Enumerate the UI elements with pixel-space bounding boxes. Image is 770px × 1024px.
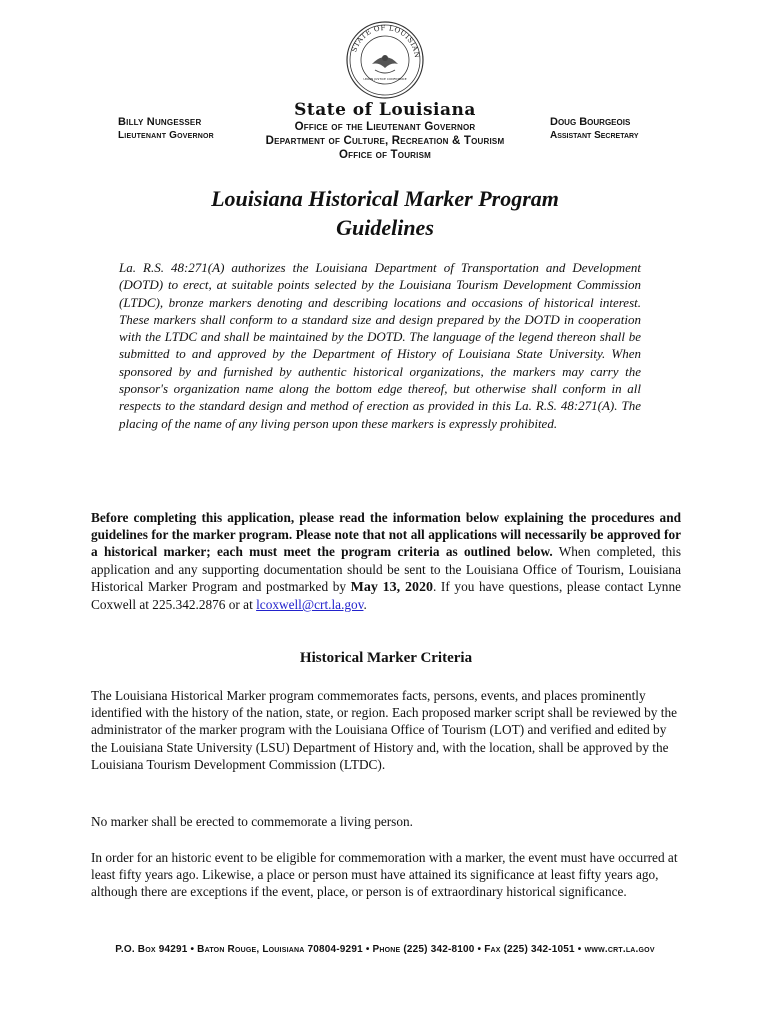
intro-paragraph: La. R.S. 48:271(A) authorizes the Louisiana Department of Transportation and Development (DOTD) to erect, at suitable points selected by the Louisiana Tourism Development Commission (LTDC), bronze markers denoting and describing locations and occasions of historical interest. These markers shall conform to a standard size and design prepared by the DOTD in cooperation with the LTDC and shall be maintained by the DOTD. The language of the legend thereon shall be submitted to and approved by the Department of History of Louisiana State University. When sponsored by and furnished by authentic historical organizations, the markers may carry the sponsor's organization name along the bottom edge thereof, but otherwise shall conform in all respects to the standard design and method of erection as provided in this La. R.S. 48:271(A). The placing of the name of any living person upon these markers is expressly prohibited. (119, 260, 641, 431)
svg-text:STATE OF LOUISIANA (345, 20, 421, 59)
left-title: Lieutenant Governor (118, 130, 214, 141)
seal-ring-text: STATE OF LOUISIAN (350, 23, 422, 59)
left-name: Billy Nungesser (118, 116, 202, 128)
criteria-paragraph-3: In order for an historic event to be eligible for commemoration with a marker, the event must have occurred at least fifty years ago. Likewise, a place or person must have attained its significance at least fifty years ago, although there are exceptions if the event, place, or person is of extraordinary historical significance. (91, 850, 678, 900)
criteria-heading: Historical Marker Criteria (299, 650, 473, 666)
email-link[interactable]: lcoxwell@crt.la.gov (256, 597, 364, 613)
right-name: Doug Bourgeois (550, 116, 631, 128)
deadline-date: May 13, 2020 (350, 579, 433, 595)
criteria-paragraph-2: No marker shall be erected to commemorate a living person. (91, 814, 413, 829)
criteria-paragraph-1: The Louisiana Historical Marker program commemorates facts, persons, events, and places prominently identified with the history of the nation, state, or region. Each proposed marker script shall be reviewed by the administrator of the marker program with the Louisiana Office of Tourism (LOT) and verified and edited by the Louisiana State University (LSU) Department of History and, with the location, shall be approved by the Louisiana Tourism Development Commission (LTDC). (91, 688, 677, 772)
letterhead-center (225, 100, 545, 162)
office-line-2: Department of Culture, Recreation & Tourism (265, 135, 505, 147)
state-seal (345, 20, 425, 100)
state-name: State of Louisiana (294, 100, 476, 120)
instructions-text: When completed, this application and any supporting documentation should be sent to the Louisiana Office of Tourism, Louisiana Historical Marker Program and postmarked by (91, 544, 681, 594)
title-line-2: Guidelines (336, 215, 434, 240)
instructions-text-2: . If you have questions, please contact Lynne Coxwell at 225.342.2876 or at (91, 578, 682, 613)
document-title (100, 184, 670, 242)
office-line-3: Office of Tourism (339, 149, 431, 161)
seal-motto: UNION JUSTICE CONFIDENCE (363, 77, 407, 81)
instructions-bold: Before completing this application, please read the information below explaining the procedures and guidelines for the marker program. Please note that not all applications will necessarily be approved for a historical marker; each must meet the program criteria as outlined below. (91, 510, 681, 560)
title-line-1: Louisiana Historical Marker Program (211, 186, 559, 211)
footer-address: P.O. Box 94291 • Baton Rouge, Louisiana 70804-9291 • Phone (225) 342-8100 • Fax (225) 342-1051 • www.crt.la.gov (115, 944, 655, 955)
office-line-1: Office of the Lieutenant Governor (294, 121, 476, 133)
instructions-paragraph (91, 509, 681, 613)
instructions-end: . (363, 597, 367, 613)
right-title: Assistant Secretary (550, 130, 639, 141)
assistant-secretary-block (550, 116, 710, 142)
